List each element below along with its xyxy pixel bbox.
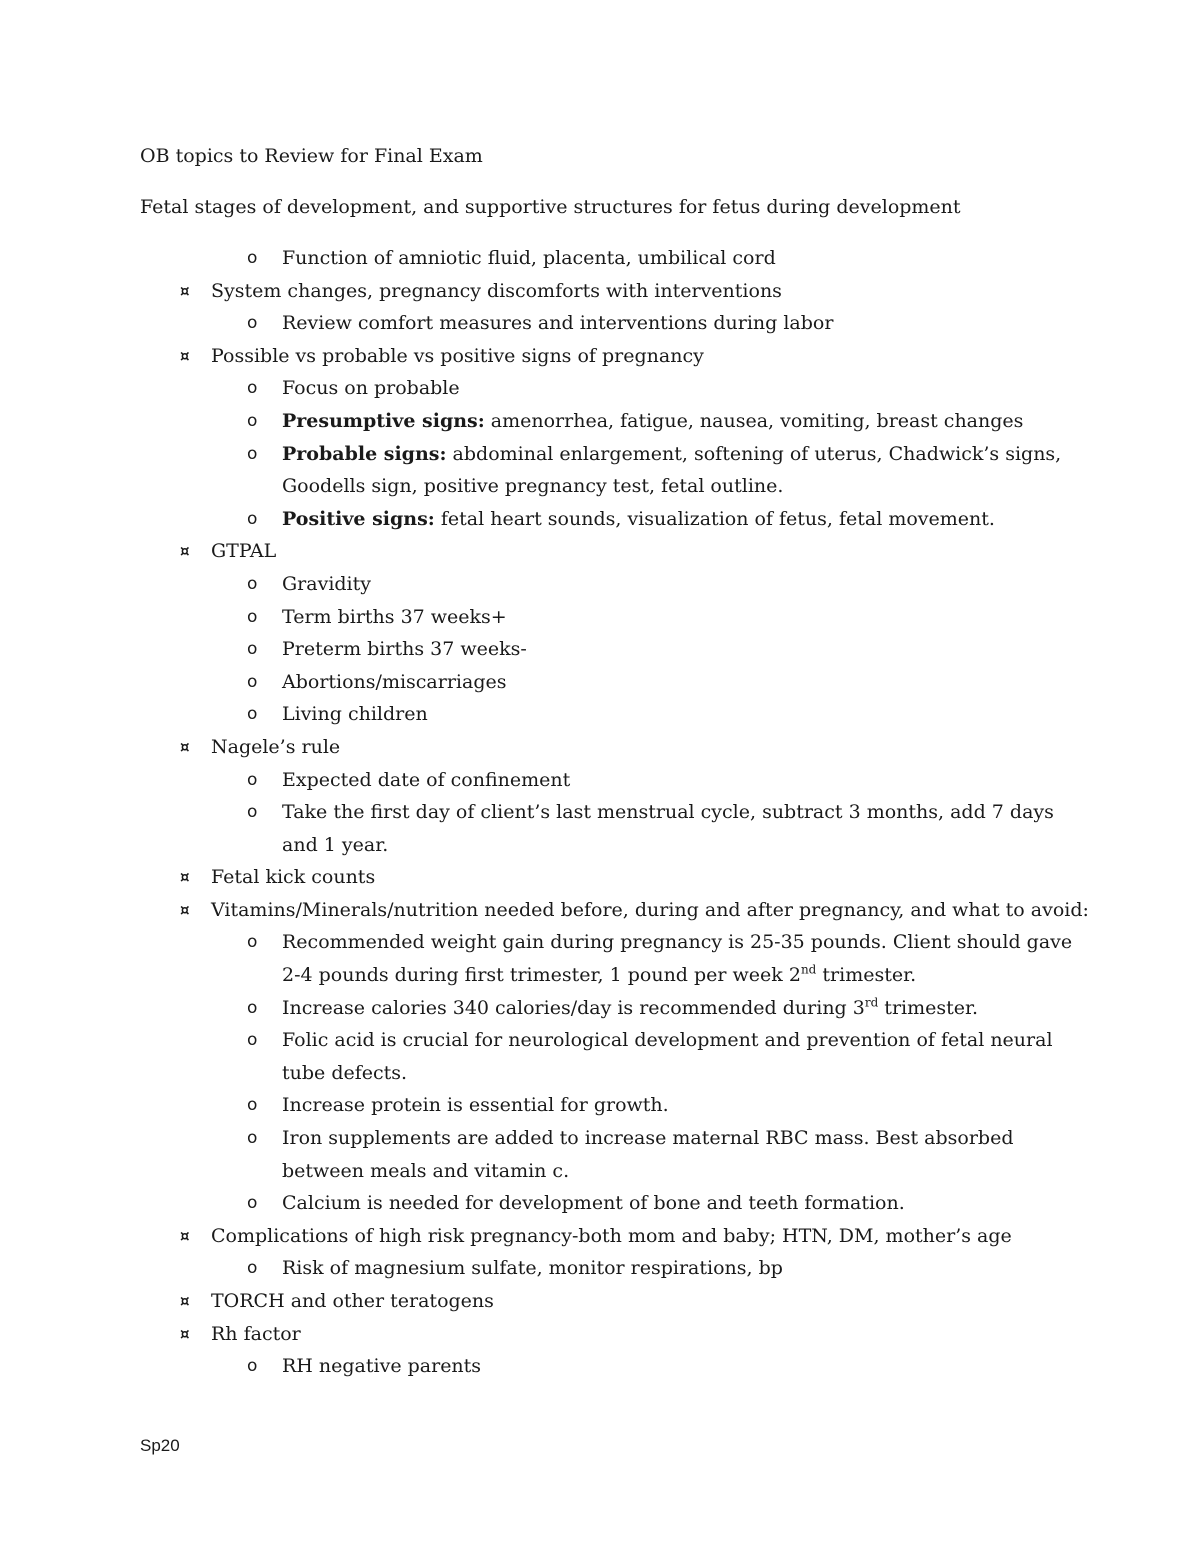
item-text: Expected date of confinement	[282, 768, 571, 791]
item-text: Iron supplements are added to increase maternal RBC mass. Best absorbed between meals and vitamin c.	[282, 1127, 1014, 1182]
sub-bullet-item	[0, 796, 1082, 861]
square-bullet-icon: ¤	[180, 542, 190, 561]
item-text: RH negative parents	[282, 1355, 482, 1378]
bullet-item	[0, 340, 1200, 373]
bullet-item	[0, 1318, 1200, 1351]
item-text: Fetal kick counts	[211, 866, 376, 889]
item-text: Possible vs probable vs positive signs of pregnancy	[211, 344, 704, 367]
item-text: fetal heart sounds, visualization of fetus, fetal movement.	[434, 507, 995, 530]
sub-bullet-item	[0, 405, 1082, 438]
item-text: Vitamins/Minerals/nutrition needed before, during and after pregnancy, and what to avoid:	[211, 898, 1089, 921]
circle-bullet-icon: o	[247, 1356, 258, 1377]
item-text: Abortions/miscarriages	[282, 670, 507, 693]
sub-bullet-item	[0, 568, 1082, 601]
item-text: System changes, pregnancy discomforts with interventions	[211, 279, 782, 302]
item-text: Complications of high risk pregnancy-both mom and baby; HTN, DM, mother’s age	[211, 1224, 1012, 1247]
circle-bullet-icon: o	[247, 1095, 258, 1116]
sub-bullet-item	[0, 242, 1082, 275]
sub-bullet-item	[0, 1187, 1082, 1220]
item-text: Calcium is needed for development of bone and teeth formation.	[282, 1192, 905, 1215]
sub-bullet-item	[0, 1350, 1082, 1383]
item-text: trimester.	[816, 964, 917, 987]
item-text: Rh factor	[211, 1322, 301, 1345]
circle-bullet-icon: o	[247, 573, 258, 594]
circle-bullet-icon: o	[247, 1193, 258, 1214]
sub-bullet-item	[0, 1122, 1082, 1187]
bullet-item	[0, 861, 1200, 894]
circle-bullet-icon: o	[247, 1258, 258, 1279]
item-text: Focus on probable	[282, 377, 460, 400]
circle-bullet-icon: o	[247, 443, 258, 464]
square-bullet-icon: ¤	[180, 737, 190, 756]
circle-bullet-icon: o	[247, 248, 258, 268]
item-text: Take the first day of client’s last menstrual cycle, subtract 3 months, add 7 days and 1 year.	[282, 801, 1054, 856]
circle-bullet-icon: o	[247, 1030, 258, 1051]
sub-bullet-item	[0, 633, 1082, 666]
item-label-bold: Positive signs:	[282, 507, 435, 530]
circle-bullet-icon: o	[247, 313, 258, 334]
ordinal-superscript: nd	[800, 962, 817, 977]
item-text: GTPAL	[211, 540, 277, 563]
sub-bullet-item	[0, 1089, 1082, 1122]
item-label-bold: Presumptive signs:	[282, 409, 485, 432]
item-text: Nagele’s rule	[211, 735, 341, 758]
bullet-item	[0, 894, 1200, 927]
item-text: Preterm births 37 weeks-	[282, 638, 527, 661]
circle-bullet-icon: o	[247, 508, 258, 529]
bullet-item	[0, 535, 1200, 568]
item-text: TORCH and other teratogens	[211, 1290, 494, 1312]
circle-bullet-icon: o	[247, 1128, 258, 1149]
square-bullet-icon: ¤	[180, 1292, 190, 1310]
circle-bullet-icon: o	[247, 704, 258, 725]
review-outline-list	[0, 242, 1200, 1383]
sub-bullet-item	[0, 438, 1082, 503]
square-bullet-icon: ¤	[180, 1324, 190, 1343]
sub-bullet-item	[0, 1024, 1082, 1089]
item-text: trimester.	[878, 996, 979, 1019]
circle-bullet-icon: o	[247, 410, 258, 431]
square-bullet-icon: ¤	[180, 868, 190, 887]
item-label-bold: Probable signs:	[282, 442, 447, 465]
ordinal-superscript: rd	[864, 995, 879, 1010]
item-text: Recommended weight gain during pregnancy is 25-35 pounds. Client should gave 2-4 pounds during first trimester, 1 pound per week 2	[282, 931, 1073, 987]
square-bullet-icon: ¤	[180, 346, 190, 365]
item-text: Living children	[282, 703, 428, 726]
item-text: Risk of magnesium sulfate, monitor respirations, bp	[282, 1257, 783, 1280]
item-text: Function of amniotic fluid, placenta, umbilical cord	[282, 247, 776, 269]
circle-bullet-icon: o	[247, 378, 258, 399]
document-title: OB topics to Review for Final Exam	[140, 145, 483, 167]
item-text: Gravidity	[282, 572, 372, 595]
page-footer: Sp20	[140, 1436, 180, 1455]
square-bullet-icon: ¤	[180, 1226, 190, 1245]
sub-bullet-item	[0, 307, 1082, 340]
circle-bullet-icon: o	[247, 802, 258, 823]
bullet-item	[0, 731, 1200, 764]
intro-paragraph: Fetal stages of development, and supportive structures for fetus during development	[140, 196, 961, 218]
square-bullet-icon: ¤	[180, 900, 190, 919]
item-text: Term births 37 weeks+	[282, 605, 507, 628]
bullet-item	[0, 1220, 1200, 1253]
sub-bullet-item	[0, 698, 1082, 731]
item-text: Increase calories 340 calories/day is recommended during 3	[282, 996, 865, 1019]
circle-bullet-icon: o	[247, 769, 258, 790]
square-bullet-icon: ¤	[180, 281, 190, 300]
sub-bullet-item	[0, 503, 1082, 536]
bullet-item	[0, 275, 1200, 308]
circle-bullet-icon: o	[247, 606, 258, 627]
sub-bullet-item	[0, 601, 1082, 634]
item-text: Increase protein is essential for growth.	[282, 1094, 669, 1117]
circle-bullet-icon: o	[247, 932, 258, 953]
sub-bullet-item	[0, 666, 1082, 699]
sub-bullet-item	[0, 1252, 1082, 1285]
sub-bullet-item	[0, 372, 1082, 405]
item-text: Folic acid is crucial for neurological development and prevention of fetal neural tube defects.	[282, 1029, 1053, 1084]
sub-bullet-item	[0, 764, 1082, 797]
circle-bullet-icon: o	[247, 671, 258, 692]
sub-bullet-item	[0, 926, 1082, 991]
item-text: amenorrhea, fatigue, nausea, vomiting, breast changes	[484, 409, 1024, 432]
sub-bullet-item	[0, 992, 1082, 1025]
circle-bullet-icon: o	[247, 997, 258, 1018]
item-text: Review comfort measures and interventions during labor	[282, 312, 834, 335]
bullet-item	[0, 1285, 1200, 1318]
item-text: abdominal enlargement, softening of uterus, Chadwick’s signs, Goodells sign, positive pregnancy test, fetal outline.	[282, 442, 1062, 498]
circle-bullet-icon: o	[247, 639, 258, 660]
